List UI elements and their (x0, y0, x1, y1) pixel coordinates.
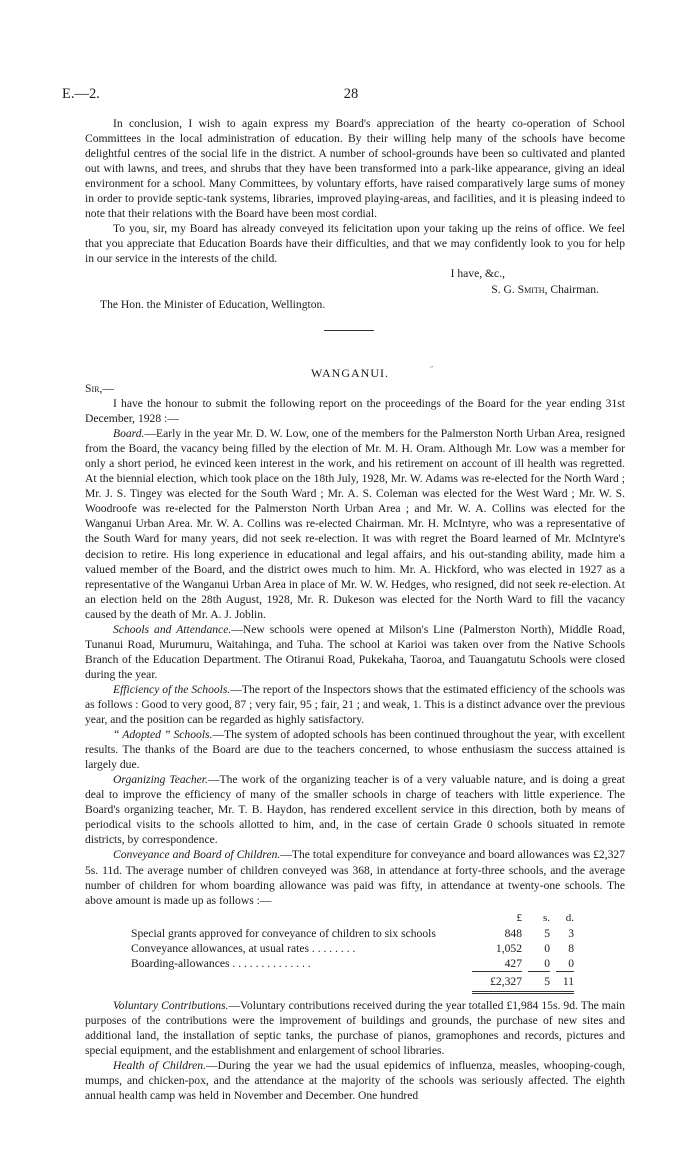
health-heading: Health of Children. (113, 1059, 206, 1073)
board-paragraph (85, 426, 625, 622)
signature-name: S. G. Smith, (491, 282, 548, 296)
health-paragraph (85, 1058, 625, 1103)
table-cell-shillings: 0 (544, 941, 550, 955)
salutation: Sir,— (85, 382, 114, 395)
adopted-paragraph (85, 727, 625, 772)
table-cell-shillings: 5 (544, 926, 550, 940)
felicitation-paragraph: To you, sir, my Board has already conveyed its felicitation upon your taking up the reins of office. We feel that you appreciate that Education Boards have their difficulties, and that we may confidently look to you for help in our service in the interests of the child. (85, 222, 625, 266)
efficiency-paragraph (85, 682, 625, 727)
conveyance-paragraph (85, 847, 625, 907)
pounds-header: £ (516, 911, 522, 924)
adopted-text: —The system of adopted schools has been continued throughout the year, with excellent results. The thanks of the Board are due to the teachers concerned, to whose enthusiasm the success attained is largely due. (85, 728, 625, 772)
shillings-header: s. (542, 911, 550, 924)
table-cell-pounds: 427 (504, 956, 522, 970)
conclusion-section (85, 116, 625, 312)
table-row-label: Boarding-allowances . . . . . . . . . . . . . . (131, 956, 311, 970)
signoff-block (85, 266, 625, 296)
table-cell-pounds: 848 (504, 926, 522, 940)
table-cell-pence: 8 (568, 941, 574, 955)
intro-paragraph: I have the honour to submit the following report on the proceedings of the Board for the year ending 31st December, 1928 :— (85, 397, 625, 426)
closing-line: I have, &c., (450, 267, 505, 281)
schools-paragraph (85, 622, 625, 682)
total-pounds: £2,327 (472, 971, 522, 989)
efficiency-heading: Efficiency of the Schools. (113, 682, 231, 696)
table-cell-pounds: 1,052 (495, 941, 522, 955)
conveyance-text: —The total expenditure for conveyance and board allowances was £2,327 5s. 11d. The average number of children conveyed was 368, in attendance at forty-three schools, and the average number of children for whom boarding allowance was paid was fifty, in attendance at twenty-one schools. The above amount is made up as follows :— (85, 848, 625, 907)
page-number: 28 (343, 86, 359, 102)
organizing-heading: Organizing Teacher. (113, 773, 208, 787)
conveyance-heading: Conveyance and Board of Children. (113, 848, 281, 862)
health-text: —During the year we had the usual epidemics of influenza, measles, whooping-cough, mumps, and chicken-pox, and the attendance at the majority of the schools was seriously affected. The eighth annual health camp was held in November and December. One hundred (85, 1059, 626, 1103)
total-double-rule (472, 991, 574, 998)
page-header (62, 86, 640, 106)
expenditure-table (85, 911, 625, 998)
table-row-label: Special grants approved for conveyance of children to six schools (131, 926, 436, 940)
margin-mark: ᵕ (430, 362, 433, 373)
organizing-text: —The work of the organizing teacher is of a very valuable nature, and is doing a great deal to improve the efficiency of many of the smaller schools in charge of teachers with little experience. The Board's organizing teacher, Mr. T. B. Haydon, has rendered excellent service in this direction, both by means of periodical visits to the schools allotted to him, and, in the case of certain Grade 0 schools situated in remote districts, by correspondence. (85, 773, 625, 847)
board-heading: Board. (113, 427, 145, 441)
schools-heading: Schools and Attendance. (113, 622, 232, 636)
signature-title: Chairman. (550, 282, 599, 296)
total-shillings: 5 (528, 971, 550, 989)
wanganui-report (85, 381, 625, 1103)
organizing-paragraph (85, 772, 625, 847)
section-divider (324, 330, 374, 331)
adopted-heading: “ Adopted ” Schools. (113, 728, 213, 742)
voluntary-text: —Voluntary contributions received during the year totalled £1,984 15s. 9d. The main purposes of the contributions were the improvement of buildings and grounds, the purchase of new sites and additional land, the installation of septic tanks, the purchase of pianos, gramophones and records, pictures and special equipment, and the establishment and enlargement of school libraries. (85, 998, 625, 1058)
efficiency-text: —The report of the Inspectors shows that the estimated efficiency of the schools was as follows : Good to very good, 87 ; very fair, 95 ; fair, 21 ; and weak, 1. This is a distinct advance over the previous year, and the position can be regarded as highly satisfactory. (85, 682, 625, 727)
total-pence: 11 (556, 971, 574, 989)
conclusion-paragraph: In conclusion, I wish to again express my Board's appreciation of the hearty co-operation of School Committees in the local administration of education. By their willing help many of the schools have become delightful centres of the social life in the district. A number of school-grounds have been so cultivated and planted out with lawns, and trees, and shrubs that they have been transformed into a park-like appearance, giving an ideal environment for a school. Many Committees, by voluntary efforts, have raised comparatively large sums of money in order to provide septic-tank systems, libraries, improved playing-areas, and facilities, and it is pleasing indeed to note that their relations with the Board have been most cordial. (85, 117, 625, 221)
table-cell-shillings: 0 (544, 956, 550, 970)
board-text: —Early in the year Mr. D. W. Low, one of the members for the Palmerston North Urban Area, resigned from the Board, the vacancy being filled by the election of Mr. M. H. Oram. Although Mr. Low was a member for only a short period, he evinced keen interest in the work, and his retirement on account of ill health was regretted. At the biennial election, which took place on the 18th July, 1928, Mr. W. Adams was re-elected for the North Ward ; Mr. J. S. Tingey was elected for the South Ward ; Mr. A. S. Coleman was elected for the West Ward ; Mr. W. S. Woodroofe was re-elected for the Palmerston North Urban Area ; and Mr. W. A. Collins was elected for the Wanganui Urban Area. Mr. W. A. Collins was re-elected Chairman. Mr. H. McIntyre, who was a representative of the South Ward for many years, did not seek re-election. It was with regret the Board learned of Mr. McIntyre's decision to retire. His long experience in educational and legal affairs, and his out-standing ability, made him a valued member of the Board, and the district owes much to him. Mr. A. Hickford, who was elected in 1927 as a representative of the Wanganui Urban Area in place of Mr. W. W. Hedges, who resigned, did not seek re-election. At an election held on the 28th August, 1928, Mr. R. Dukeson was elected for the North Ward to fill the vacancy caused by the death of Mr. A. J. Joblin. (85, 427, 625, 621)
addressee-line: The Hon. the Minister of Education, Wellington. (100, 297, 326, 311)
voluntary-paragraph (85, 998, 625, 1058)
table-row-label: Conveyance allowances, at usual rates . . . . . . . . (131, 941, 356, 955)
table-cell-pence: 3 (568, 926, 574, 940)
section-title: WANGANUI. (311, 366, 389, 380)
schools-text: —New schools were opened at Milson's Line (Palmerston North), Middle Road, Tunanui Road, Murumuru, Waitahinga, and Tuha. The school at Karioi was taken over from the Native Schools Branch of the Education Department. The Otiranui Road, Pukekaha, Taoroa, and Tauangatutu Schools were closed during the year. (85, 622, 626, 681)
signature-line (85, 282, 599, 297)
voluntary-heading: Voluntary Contributions. (113, 998, 229, 1012)
pence-header: d. (565, 911, 574, 924)
table-cell-pence: 0 (568, 956, 574, 970)
report-reference: E.—2. (62, 86, 100, 102)
